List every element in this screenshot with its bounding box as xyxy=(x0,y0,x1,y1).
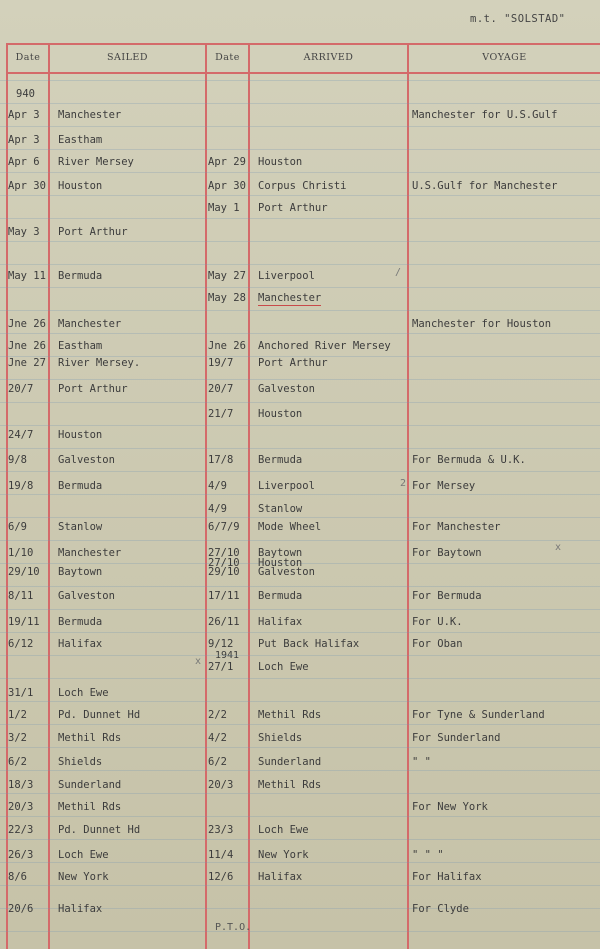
arrival-port: Methil Rds xyxy=(258,709,322,721)
arrival-port: Houston xyxy=(258,408,303,420)
header-arrived: ARRIVED xyxy=(303,52,354,63)
ruled-line xyxy=(0,126,600,127)
arrival-date: 6/7/9 xyxy=(208,521,240,533)
header-rule-top xyxy=(6,43,600,45)
arrival-date: 17/8 xyxy=(208,454,234,466)
column-rule xyxy=(407,44,409,949)
arrival-date: 27/1 xyxy=(208,661,234,673)
sail-date: 22/3 xyxy=(8,824,34,836)
arrival-date: Jne 26 xyxy=(208,340,246,352)
arrival-port: Shields xyxy=(258,732,303,744)
sail-port: Port Arthur xyxy=(58,383,128,395)
arrival-date: 27/10 xyxy=(208,547,240,559)
arrival-port: New York xyxy=(258,849,309,861)
sail-date: May 11 xyxy=(8,270,46,282)
voyage-note: For New York xyxy=(412,801,488,813)
page-turn-note: P.T.O. xyxy=(215,922,252,933)
ruled-line xyxy=(0,678,600,679)
voyage-note: Manchester for U.S.Gulf xyxy=(412,109,558,121)
check-mark: x xyxy=(195,656,202,667)
sail-port: Pd. Dunnet Hd xyxy=(58,824,141,836)
sail-date: 1/2 xyxy=(8,709,27,721)
ruled-line xyxy=(0,218,600,219)
sail-port: Manchester xyxy=(58,318,122,330)
arrival-date: May 27 xyxy=(208,270,246,282)
sail-port: Stanlow xyxy=(58,521,103,533)
arrival-port: Loch Ewe xyxy=(258,661,309,673)
ruled-line xyxy=(0,586,600,587)
arrival-date: 26/11 xyxy=(208,616,240,628)
voyage-note: For Bermuda xyxy=(412,590,482,602)
arrival-date: 6/2 xyxy=(208,756,227,768)
sail-date: 31/1 xyxy=(8,687,34,699)
voyage-note: For U.K. xyxy=(412,616,463,628)
voyage-note: For Oban xyxy=(412,638,463,650)
ruled-line xyxy=(0,195,600,196)
voyage-note: Manchester for Houston xyxy=(412,318,552,330)
arrival-date: 19/7 xyxy=(208,357,234,369)
sail-date: 3/2 xyxy=(8,732,27,744)
arrival-port: Halifax xyxy=(258,871,303,883)
sail-date: 26/3 xyxy=(8,849,34,861)
year-label: 1941 xyxy=(215,650,240,661)
ruled-line xyxy=(0,540,600,541)
arrival-port: Port Arthur xyxy=(258,357,328,369)
sail-port: New York xyxy=(58,871,109,883)
arrival-port: Corpus Christi xyxy=(258,180,347,192)
header-rule-bottom xyxy=(6,72,600,74)
arrival-date: 27/10 xyxy=(208,557,240,569)
arrival-port: Port Arthur xyxy=(258,202,328,214)
voyage-note: " " " xyxy=(412,849,444,861)
arrival-date: 11/4 xyxy=(208,849,234,861)
sail-port: Halifax xyxy=(58,638,103,650)
arrival-date: Apr 29 xyxy=(208,156,246,168)
ruled-line xyxy=(0,724,600,725)
ruled-line xyxy=(0,747,600,748)
arrival-date: 12/6 xyxy=(208,871,234,883)
sail-date: 24/7 xyxy=(8,429,34,441)
sail-date: 6/9 xyxy=(8,521,27,533)
voyage-note: For Baytown xyxy=(412,547,482,559)
sail-port: Houston xyxy=(58,429,103,441)
column-rule xyxy=(48,44,50,949)
arrival-port: Manchester xyxy=(258,292,322,304)
ruled-line xyxy=(0,494,600,495)
sail-date: 8/6 xyxy=(8,871,27,883)
arrival-port: Mode Wheel xyxy=(258,521,322,533)
voyage-note: U.S.Gulf for Manchester xyxy=(412,180,558,192)
arrival-date: 21/7 xyxy=(208,408,234,420)
ruled-line xyxy=(0,80,600,81)
ruled-line xyxy=(0,770,600,771)
sail-port: Houston xyxy=(58,180,103,192)
sail-port: Bermuda xyxy=(58,616,103,628)
ruled-line xyxy=(0,379,600,380)
ruled-line xyxy=(0,701,600,702)
voyage-note: For Mersey xyxy=(412,480,476,492)
ruled-line xyxy=(0,839,600,840)
voyage-note: For Clyde xyxy=(412,903,469,915)
arrival-port: Methil Rds xyxy=(258,779,322,791)
ruled-line xyxy=(0,609,600,610)
sail-port: River Mersey. xyxy=(58,357,141,369)
sail-date: Jne 26 xyxy=(8,340,46,352)
sail-date: Jne 27 xyxy=(8,357,46,369)
sail-port: Loch Ewe xyxy=(58,687,109,699)
arrival-date: May 1 xyxy=(208,202,240,214)
ruled-line xyxy=(0,425,600,426)
sail-date: Jne 26 xyxy=(8,318,46,330)
ruled-line xyxy=(0,241,600,242)
voyage-note: For Halifax xyxy=(412,871,482,883)
sail-date: Apr 3 xyxy=(8,134,40,146)
voyage-note: For Manchester xyxy=(412,521,501,533)
check-mark: / xyxy=(395,267,402,278)
arrival-date: 4/2 xyxy=(208,732,227,744)
header-date-sailed: Date xyxy=(15,52,41,63)
sail-port: Port Arthur xyxy=(58,226,128,238)
arrival-port: Sunderland xyxy=(258,756,322,768)
ruled-line xyxy=(0,632,600,633)
sail-date: May 3 xyxy=(8,226,40,238)
arrival-port: Houston xyxy=(258,156,303,168)
arrival-port: Anchored River Mersey xyxy=(258,340,391,352)
sail-port: Bermuda xyxy=(58,270,103,282)
arrival-date: 23/3 xyxy=(208,824,234,836)
voyage-note: " " xyxy=(412,756,431,768)
sail-port: Eastham xyxy=(58,134,103,146)
column-rule xyxy=(248,44,250,949)
ruled-line xyxy=(0,149,600,150)
sail-date: 20/3 xyxy=(8,801,34,813)
sail-date: 19/8 xyxy=(8,480,34,492)
header-voyage: VOYAGE xyxy=(482,52,527,63)
voyage-note: For Tyne & Sunderland xyxy=(412,709,545,721)
ruled-line xyxy=(0,655,600,656)
check-mark: x xyxy=(555,542,562,553)
sail-port: Loch Ewe xyxy=(58,849,109,861)
ruled-line xyxy=(0,816,600,817)
sail-date: 19/11 xyxy=(8,616,40,628)
arrival-date: 20/7 xyxy=(208,383,234,395)
sail-port: Sunderland xyxy=(58,779,122,791)
sail-port: Pd. Dunnet Hd xyxy=(58,709,141,721)
ruled-line xyxy=(0,862,600,863)
sail-port: Manchester xyxy=(58,547,122,559)
sail-date: Apr 6 xyxy=(8,156,40,168)
arrival-port: Bermuda xyxy=(258,454,303,466)
sail-port: Methil Rds xyxy=(58,801,122,813)
sail-date: 8/11 xyxy=(8,590,34,602)
arrival-date: 4/9 xyxy=(208,503,227,515)
arrival-port: Loch Ewe xyxy=(258,824,309,836)
check-mark: 2 xyxy=(400,478,407,489)
arrival-port: Stanlow xyxy=(258,503,303,515)
ruled-line xyxy=(0,448,600,449)
arrival-port: Halifax xyxy=(258,616,303,628)
sail-date: 20/7 xyxy=(8,383,34,395)
ruled-line xyxy=(0,103,600,104)
ruled-line xyxy=(0,471,600,472)
sail-date: 9/8 xyxy=(8,454,27,466)
arrival-port: Galveston xyxy=(258,383,315,395)
ruled-line xyxy=(0,333,600,334)
ruled-line xyxy=(0,517,600,518)
arrival-port: Houston xyxy=(258,557,303,569)
arrival-port: Bermuda xyxy=(258,590,303,602)
sail-date: 20/6 xyxy=(8,903,34,915)
ruled-line xyxy=(0,931,600,932)
sail-port: Baytown xyxy=(58,566,103,578)
arrival-date: 4/9 xyxy=(208,480,227,492)
arrival-date: 29/10 xyxy=(208,566,240,578)
ruled-line xyxy=(0,402,600,403)
ship-title: m.t. "SOLSTAD" xyxy=(470,13,566,25)
arrival-port: Baytown xyxy=(258,547,303,559)
sail-port: Bermuda xyxy=(58,480,103,492)
voyage-note: For Bermuda & U.K. xyxy=(412,454,526,466)
sail-port: Manchester xyxy=(58,109,122,121)
sail-port: River Mersey xyxy=(58,156,134,168)
sail-date: 18/3 xyxy=(8,779,34,791)
sail-port: Halifax xyxy=(58,903,103,915)
sail-date: 1/10 xyxy=(8,547,34,559)
arrival-date: 9/12 xyxy=(208,638,234,650)
ruled-line xyxy=(0,172,600,173)
sail-date: 6/2 xyxy=(8,756,27,768)
sail-date: Apr 30 xyxy=(8,180,46,192)
arrival-date: 20/3 xyxy=(208,779,234,791)
arrival-date: 17/11 xyxy=(208,590,240,602)
sail-port: Shields xyxy=(58,756,103,768)
arrival-date: 2/2 xyxy=(208,709,227,721)
ruled-line xyxy=(0,287,600,288)
arrival-port: Liverpool xyxy=(258,480,315,492)
ruled-line xyxy=(0,264,600,265)
year-label: 940 xyxy=(16,88,35,100)
sail-port: Eastham xyxy=(58,340,103,352)
sail-port: Galveston xyxy=(58,590,115,602)
arrival-date: Apr 30 xyxy=(208,180,246,192)
header-date-arrived: Date xyxy=(215,52,240,63)
sail-date: 29/10 xyxy=(8,566,40,578)
arrival-date: May 28 xyxy=(208,292,246,304)
ruled-line xyxy=(0,885,600,886)
ruled-line xyxy=(0,793,600,794)
arrival-port: Liverpool xyxy=(258,270,315,282)
column-rule xyxy=(205,44,207,949)
sail-port: Methil Rds xyxy=(58,732,122,744)
voyage-note: For Sunderland xyxy=(412,732,501,744)
header-sailed: SAILED xyxy=(107,52,148,63)
sail-port: Galveston xyxy=(58,454,115,466)
arrival-port: Galveston xyxy=(258,566,315,578)
ruled-line xyxy=(0,310,600,311)
arrival-port: Put Back Halifax xyxy=(258,638,360,650)
sail-date: Apr 3 xyxy=(8,109,40,121)
sail-date: 6/12 xyxy=(8,638,34,650)
